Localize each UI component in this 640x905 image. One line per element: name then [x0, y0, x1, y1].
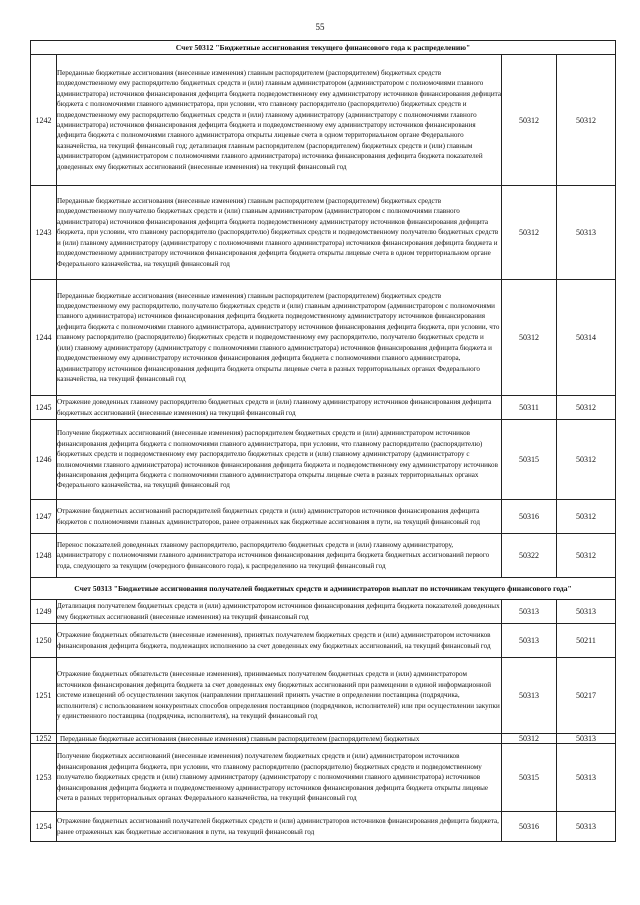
row-number: 1254 [31, 812, 57, 842]
row-description: Отражение доведенных главному распорядителю бюджетных средств и (или) главному администратору источников финансирования дефицита бюджетных ассигнований (внесенные изменения) на текущий финансовый год [57, 396, 502, 420]
row-description: Переданные бюджетные ассигнования (внесенные изменения) главным распорядителем (распорядителем) бюджетных средств подведомственному ему распорядителю бюджетных средств и (или) главным администратором (администратором с полномочиями главного администратора) источников финансирования дефицита бюджета подведомственному ему администратору источников финансирования дефицита бюджета с полномочиями главного администратора, при условии, что главному распорядителю (распорядителю) бюджетных средств и подведомственному ему распорядителю бюджетных средств и (или) главному администратору (администратору с полномочиями главного администратора) источников финансирования дефицита бюджета и подведомственному ему администратору источников финансирования дефицита бюджета с полномочиями главного администратора открыты лицевые счета в одном территориальном органе Федерального казначейства, на текущий финансовый год; детализация главным распорядителем (распорядителем) бюджетных средств и (или) главным администратором (администратором с полномочиями главного администратора) источника финансирования дефицита бюджета показателей доведенных ему бюджетных ассигнований (внесенные изменения) на текущий финансовый год [57, 55, 502, 186]
table-row [31, 420, 616, 500]
debit-account: 50316 [502, 500, 557, 534]
row-description: Отражение бюджетных обязательств (внесенные изменения), принимаемых получателем бюджетных средств и (или) администратором источников финансирования дефицита бюджета за счет доведенных ему бюджетных ассигнований при размещении в единой информационной системе извещений об осуществлении закупок (направлении приглашений принять участие в определении поставщика (подрядчика, исполнителя) с использованием конкурентных способов определения поставщиков (подрядчиков, исполнителей) или при осуществлении закупки у единственного поставщика (подрядчика, исполнителя), на текущий финансовый год [57, 658, 502, 734]
debit-account: 50311 [502, 396, 557, 420]
row-description: Получение бюджетных ассигнований (внесенные изменения) распорядителем бюджетных средств и (или) администратором источников финансирования дефицита бюджета с полномочиями главного администратора, при условии, что главному распорядителю (распорядителю) бюджетных средств и подведомственному ему распорядителю бюджетных средств и (или) главному администратору (администратору с полномочиями главного администратора) источников финансирования дефицита бюджета и подведомственному ему администратору источников финансирования дефицита бюджета с полномочиями главного администратора открыты лицевые счета в разных территориальных органах Федерального казначейства, на текущий финансовый год [57, 420, 502, 500]
section-header-row [31, 41, 616, 55]
row-number: 1252 [31, 734, 57, 744]
debit-account: 50313 [502, 624, 557, 658]
table-row [31, 624, 616, 658]
credit-account: 50313 [557, 744, 616, 812]
debit-account: 50315 [502, 420, 557, 500]
credit-account: 50313 [557, 600, 616, 624]
debit-account: 50312 [502, 734, 557, 744]
table-row [31, 280, 616, 396]
section-header-row [31, 578, 616, 600]
table-row [31, 186, 616, 280]
page-number: 55 [315, 22, 325, 32]
credit-account: 50312 [557, 420, 616, 500]
credit-account: 50217 [557, 658, 616, 734]
table-row [31, 500, 616, 534]
table-row [31, 396, 616, 420]
credit-account: 50313 [557, 812, 616, 842]
row-number: 1245 [31, 396, 57, 420]
credit-account: 50313 [557, 186, 616, 280]
debit-account: 50316 [502, 812, 557, 842]
row-number: 1242 [31, 55, 57, 186]
credit-account: 50313 [557, 734, 616, 744]
row-description: Получение бюджетных ассигнований (внесенные изменения) получателем бюджетных средств и (или) администратором источников финансирования дефицита бюджета, при условии, что главному распорядителю (распорядителю) бюджетных средств и подведомственному получателю бюджетных средств и (или) главному администратору (администратору с полномочиями главного администратора) источников финансирования дефицита бюджета и подведомственному администратору источников финансирования дефицита бюджета открыты лицевые счета в разных территориальных органах Федерального казначейства, на текущий финансовый год [57, 744, 502, 812]
credit-account: 50312 [557, 500, 616, 534]
section-header-50312: Счет 50312 "Бюджетные ассигнования текущего финансового года к распределению" [31, 41, 616, 55]
credit-account: 50312 [557, 55, 616, 186]
row-number: 1248 [31, 534, 57, 578]
row-description: Перенос показателей доведенных главному распорядителю, распорядителю бюджетных средств и (или) главному администратору, администратору с полномочиями главного администратора источников финансирования дефицита бюджета бюджетных ассигнований первого года, следующего за текущим (очередного финансового года), к распределению на текущий финансовый год [57, 534, 502, 578]
debit-account: 50315 [502, 744, 557, 812]
accounting-entries-table [30, 40, 616, 842]
debit-account: 50322 [502, 534, 557, 578]
row-description: Отражение бюджетных ассигнований распорядителей бюджетных средств и (или) администраторов источников финансирования дефицита бюджетов с полномочиями главных администраторов, ранее отраженных как бюджетные ассигнования в пути, на текущий финансовый год [57, 500, 502, 534]
row-description: Детализация получателем бюджетных средств и (или) администратором источников финансирования дефицита бюджета показателей доведенных ему бюджетных ассигнований (внесенные изменения) на текущий финансовый год [57, 600, 502, 624]
debit-account: 50313 [502, 658, 557, 734]
table-row [31, 734, 616, 744]
section-header-50313: Счет 50313 "Бюджетные ассигнования получателей бюджетных средств и администраторов выплат по источникам текущего финансового года" [31, 578, 616, 600]
credit-account: 50312 [557, 534, 616, 578]
row-description: Отражение бюджетных обязательств (внесенные изменения), принятых получателем бюджетных средств и (или) администратором источников финансирования дефицита бюджета, подлежащих исполнению за счет доведенных ему бюджетных ассигнований, на текущий финансовый год [57, 624, 502, 658]
table-row [31, 55, 616, 186]
row-number: 1250 [31, 624, 57, 658]
row-description: Отражение бюджетных ассигнований получателей бюджетных средств и (или) администраторов источников финансирования дефицита бюджета, ранее отраженных как бюджетные ассигнования в пути, на текущий финансовый год [57, 812, 502, 842]
credit-account: 50314 [557, 280, 616, 396]
table-row [31, 812, 616, 842]
row-number: 1246 [31, 420, 57, 500]
credit-account: 50312 [557, 396, 616, 420]
debit-account: 50312 [502, 55, 557, 186]
table-row [31, 600, 616, 624]
debit-account: 50312 [502, 186, 557, 280]
debit-account: 50312 [502, 280, 557, 396]
row-number: 1249 [31, 600, 57, 624]
row-number: 1247 [31, 500, 57, 534]
row-description: Переданные бюджетные ассигнования (внесенные изменения) главным распорядителем (распорядителем) бюджетных [57, 734, 502, 744]
row-description: Переданные бюджетные ассигнования (внесенные изменения) главным распорядителем (распорядителем) бюджетных средств подведомственному получателю бюджетных средств и (или) главным администратором (администратором с полномочиями главного администратора) источников финансирования дефицита бюджета подведомственному администратору источников финансирования дефицита бюджета, при условии, что главному распорядителю (распорядителю) бюджетных средств и подведомственному получателю бюджетных средств и (или) главному администратору (администратору с полномочиями главного администратора) источников финансирования дефицита бюджета и подведомственному администратору источников финансирования дефицита бюджета открыты лицевые счета в одном территориальном органе Федерального казначейства, на текущий финансовый год [57, 186, 502, 280]
row-number: 1243 [31, 186, 57, 280]
table-row [31, 658, 616, 734]
row-number: 1251 [31, 658, 57, 734]
debit-account: 50313 [502, 600, 557, 624]
row-description: Переданные бюджетные ассигнования (внесенные изменения) главным распорядителем (распорядителем) бюджетных средств подведомственному ему распорядителю, получателю бюджетных средств и (или) главным администратором (администратором с полномочиями главного администратора) источников финансирования дефицита бюджета подведомственному администратору источников финансирования дефицита бюджета с полномочиями главного администратора, администратору источников финансирования дефицита бюджета, при условии, что главному распорядителю (распорядителю) бюджетных средств и подведомственному ему распорядителю, получателю бюджетных средств и (или) главному администратору (администратору с полномочиями главного администратора) источников финансирования дефицита бюджета и подведомственному ему администратору источников финансирования дефицита бюджета с полномочиями главного администратора, администратору источников финансирования дефицита бюджета открыты лицевые счета в разных территориальных органах Федерального казначейства, на текущий финансовый год [57, 280, 502, 396]
credit-account: 50211 [557, 624, 616, 658]
table-row [31, 744, 616, 812]
row-number: 1244 [31, 280, 57, 396]
table-row [31, 534, 616, 578]
row-number: 1253 [31, 744, 57, 812]
